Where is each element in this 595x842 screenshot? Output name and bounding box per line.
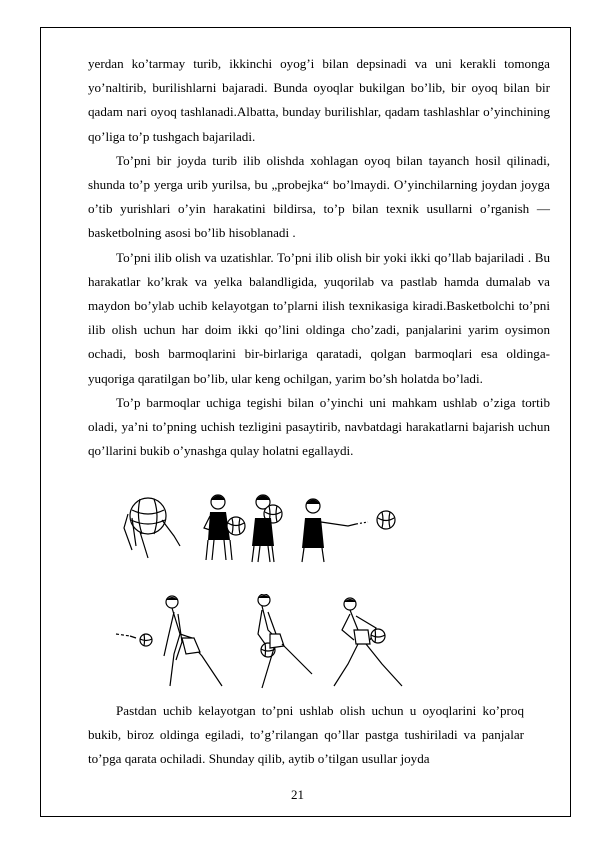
incoming-ball-figure xyxy=(116,634,152,646)
body-text-top xyxy=(88,52,550,463)
player-chest-catch-figure xyxy=(204,495,245,560)
basketball-catch-illustration-bottom xyxy=(112,594,412,694)
paragraph-2: To’pni bir joyda turib ilib olishda xohlagan oyoq bilan tayanch hosil qilinadi, shunda to’p yerga urib yurilsa, bu „probejka“ bo’lmaydi. O’yinchilarning joydan joyga o’tib yurishlari o’yin harakatini bildirsa, to’p bilan texnik usullarni o’rganish — basketbolning asosi bo’lib hisoblanadi . xyxy=(88,152,550,241)
hands-catching-ball-figure xyxy=(124,498,180,558)
body-text-bottom xyxy=(88,699,524,772)
paragraph-1: yerdan ko’tarmay turib, ikkinchi oyog’i bilan depsinadi va uni kerakli tomonga yo’naltirib, burilishlarni bajaradi. Bunda oyoqlar bukilgan bo’lib, bir oyoq bilan bir qadam nari oyoq tashlanadi.Albatta, bunday burilishlar, qadam tashlashlar o’yinchining qo’liga to’p tushgach bajariladi. xyxy=(88,56,550,144)
player-low-reach-figure xyxy=(164,596,222,686)
paragraph-3: To’pni ilib olish va uzatishlar. To’pni ilib olish bir yoki ikki qo’llab bajariladi . Bu harakatlar ko’krak va yelka balandligida, yuqorilab va pastlab hamda dumalab va maydon bo’ylab uchib kelayotgan to’plarni ilish texnikasiga kiradi.Basketbolchi to’pni ilib olish uchun har doim ikki qo’lini oldinga cho’zadi, panjalarini yarim oysimon ochadi, bosh barmoqlarini bir-birlariga qaratadi, qolgan barmoqlari esa oldinga-yuqoriga qaratilgan bo’lib, ular keng ochilgan, yarim bo’sh holatda bo’ladi. xyxy=(88,249,550,386)
player-crouch-ball-figure xyxy=(258,594,312,688)
page-number: 21 xyxy=(291,787,304,802)
player-running-ball-figure xyxy=(334,598,402,686)
player-passing-figure xyxy=(302,499,395,562)
basketball-catch-illustration-top xyxy=(118,488,408,568)
paragraph-4: To’p barmoqlar uchiga tegishi bilan o’yinchi uni mahkam ushlab o’ziga tortib oladi, ya’ni to’pning uchish tezligini pasaytirib, navbatdagi harakatlarni bajarish uchun qo’llarini bukib o’ynashga qulay holatni egallaydi. xyxy=(88,394,550,459)
paragraph-5: Pastdan uchib kelayotgan to’pni ushlab olish uchun u oyoqlarini ko’proq bukib, biroz oldinga egiladi, to’g’rilangan qo’llar pastga tushiriladi va panjalar to’pga qarata ochiladi. Shunday qilib, aytib o’tilgan usullar joyda xyxy=(88,703,524,767)
player-face-catch-figure xyxy=(252,495,282,562)
